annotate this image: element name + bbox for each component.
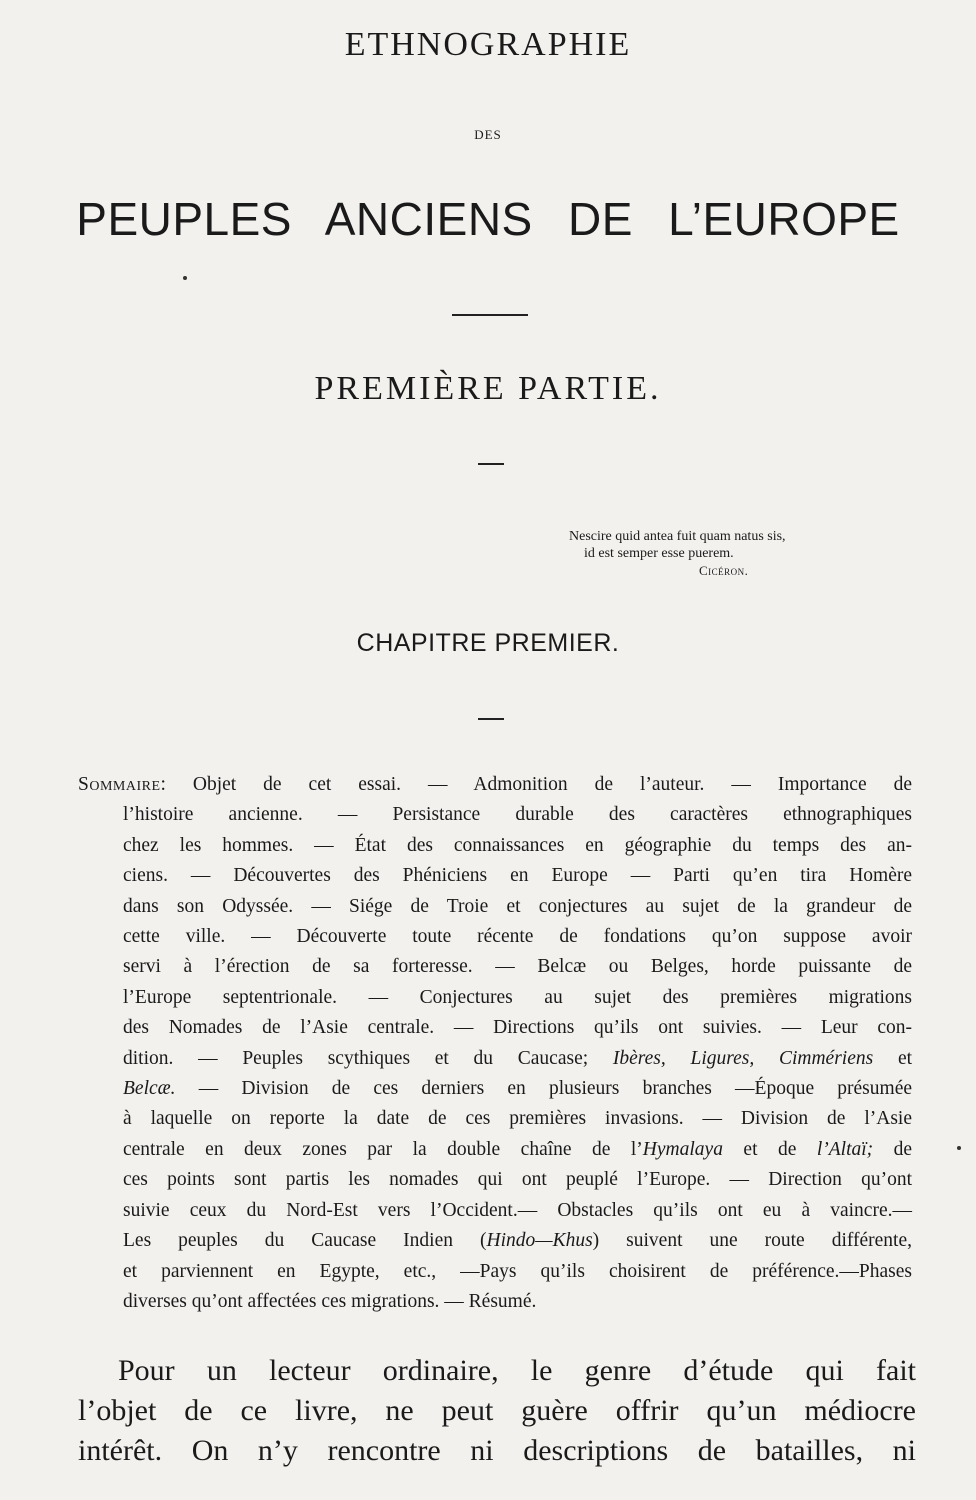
chapter-divider bbox=[478, 718, 504, 720]
heading-ethnographie: ETHNOGRAPHIE bbox=[344, 26, 632, 63]
epigraph-author: Cicéron. bbox=[699, 563, 749, 578]
summary-line: à laquelle on reporte la date de ces premières invasions. — Division de l’Asie bbox=[123, 1108, 912, 1130]
summary-line: dans son Odyssée. — Siége de Troie et conjectures au sujet de la grandeur de bbox=[123, 895, 912, 917]
summary-line: diverses qu’ont affectées ces migrations. — Résumé. bbox=[123, 1290, 537, 1312]
epigraph-line-2: id est semper esse puerem. bbox=[584, 546, 734, 561]
summary-italic: Hymalaya bbox=[642, 1138, 723, 1160]
summary-line bbox=[78, 1074, 912, 1104]
summary-italic: Ibères, Ligures, Cimmériens bbox=[612, 1047, 874, 1069]
summary-italic: Belcæ. bbox=[123, 1078, 176, 1100]
summary-line: et parviennent en Egypte, etc., —Pays qu’ils choisirent de préférence.—Phases bbox=[123, 1260, 912, 1282]
summary-line bbox=[78, 1044, 912, 1074]
summary-line: servi à l’érection de sa forteresse. — Belcæ ou Belges, horde puissante de bbox=[123, 956, 912, 978]
summary-text: de bbox=[893, 1138, 913, 1160]
summary-text: dition. — Peuples scythiques et du Caucase; bbox=[123, 1047, 589, 1069]
body-line: l’objet de ce livre, ne peut guère offrir qu’un médiocre bbox=[78, 1394, 916, 1427]
summary-text: et de bbox=[743, 1138, 797, 1160]
summary-line: chez les hommes. — État des connaissances en géographie du temps des an- bbox=[123, 834, 912, 856]
title-divider bbox=[452, 314, 528, 316]
part-divider bbox=[478, 463, 504, 465]
print-speck bbox=[183, 276, 187, 280]
epigraph bbox=[569, 528, 929, 579]
summary-text: et bbox=[897, 1047, 913, 1069]
body-line: intérêt. On n’y rencontre ni descriptions de batailles, ni bbox=[78, 1434, 916, 1467]
print-speck bbox=[957, 1146, 961, 1150]
summary-line: suivie ceux du Nord-Est vers l’Occident.— Obstacles qu’ils ont eu à vaincre.— bbox=[123, 1199, 912, 1221]
summary-line: l’Europe septentrionale. — Conjectures au sujet des premières migrations bbox=[123, 986, 912, 1008]
summary-text: centrale en deux zones par la double chaîne de l’ bbox=[123, 1138, 643, 1160]
summary-text: : Objet de cet essai. — Admonition de l’auteur. — Importance de bbox=[160, 774, 912, 795]
summary-line: cette ville. — Découverte toute récente de fondations qu’on suppose avoir bbox=[123, 926, 912, 948]
summary-italic: Hindo—Khus bbox=[486, 1230, 593, 1252]
body-line: Pour un lecteur ordinaire, le genre d’étude qui fait bbox=[118, 1354, 916, 1387]
summary-label: Sommaire bbox=[78, 774, 161, 795]
summary-text: — Division de ces derniers en plusieurs branches —Époque présumée bbox=[198, 1078, 912, 1100]
part-heading: PREMIÈRE PARTIE. bbox=[314, 370, 662, 407]
summary-line: ciens. — Découvertes des Phéniciens en Europe — Parti qu’en tira Homère bbox=[123, 865, 912, 887]
summary-text: Les peuples du Caucase Indien ( bbox=[123, 1230, 487, 1252]
summary-line bbox=[78, 1226, 912, 1256]
body-paragraph bbox=[78, 1351, 916, 1471]
summary-line: des Nomades de l’Asie centrale. — Directions qu’ils ont suivies. — Leur con- bbox=[123, 1017, 912, 1039]
summary-italic: l’Altaï; bbox=[816, 1138, 874, 1160]
summary-text: ) suivent une route différente, bbox=[592, 1230, 912, 1252]
summary-line bbox=[78, 1135, 912, 1165]
heading-des: DES bbox=[474, 127, 502, 142]
summary-line: l’histoire ancienne. — Persistance durable des caractères ethnographiques bbox=[123, 804, 912, 826]
chapter-summary bbox=[78, 770, 912, 1317]
epigraph-line-1: Nescire quid antea fuit quam natus sis, bbox=[569, 529, 786, 544]
chapter-heading: CHAPITRE PREMIER. bbox=[356, 629, 620, 657]
summary-line: ces points sont partis les nomades qui ont peuplé l’Europe. — Direction qu’ont bbox=[123, 1169, 912, 1191]
summary-line bbox=[78, 770, 912, 800]
page-title: PEUPLES ANCIENS DE L’EUROPE bbox=[76, 193, 900, 245]
